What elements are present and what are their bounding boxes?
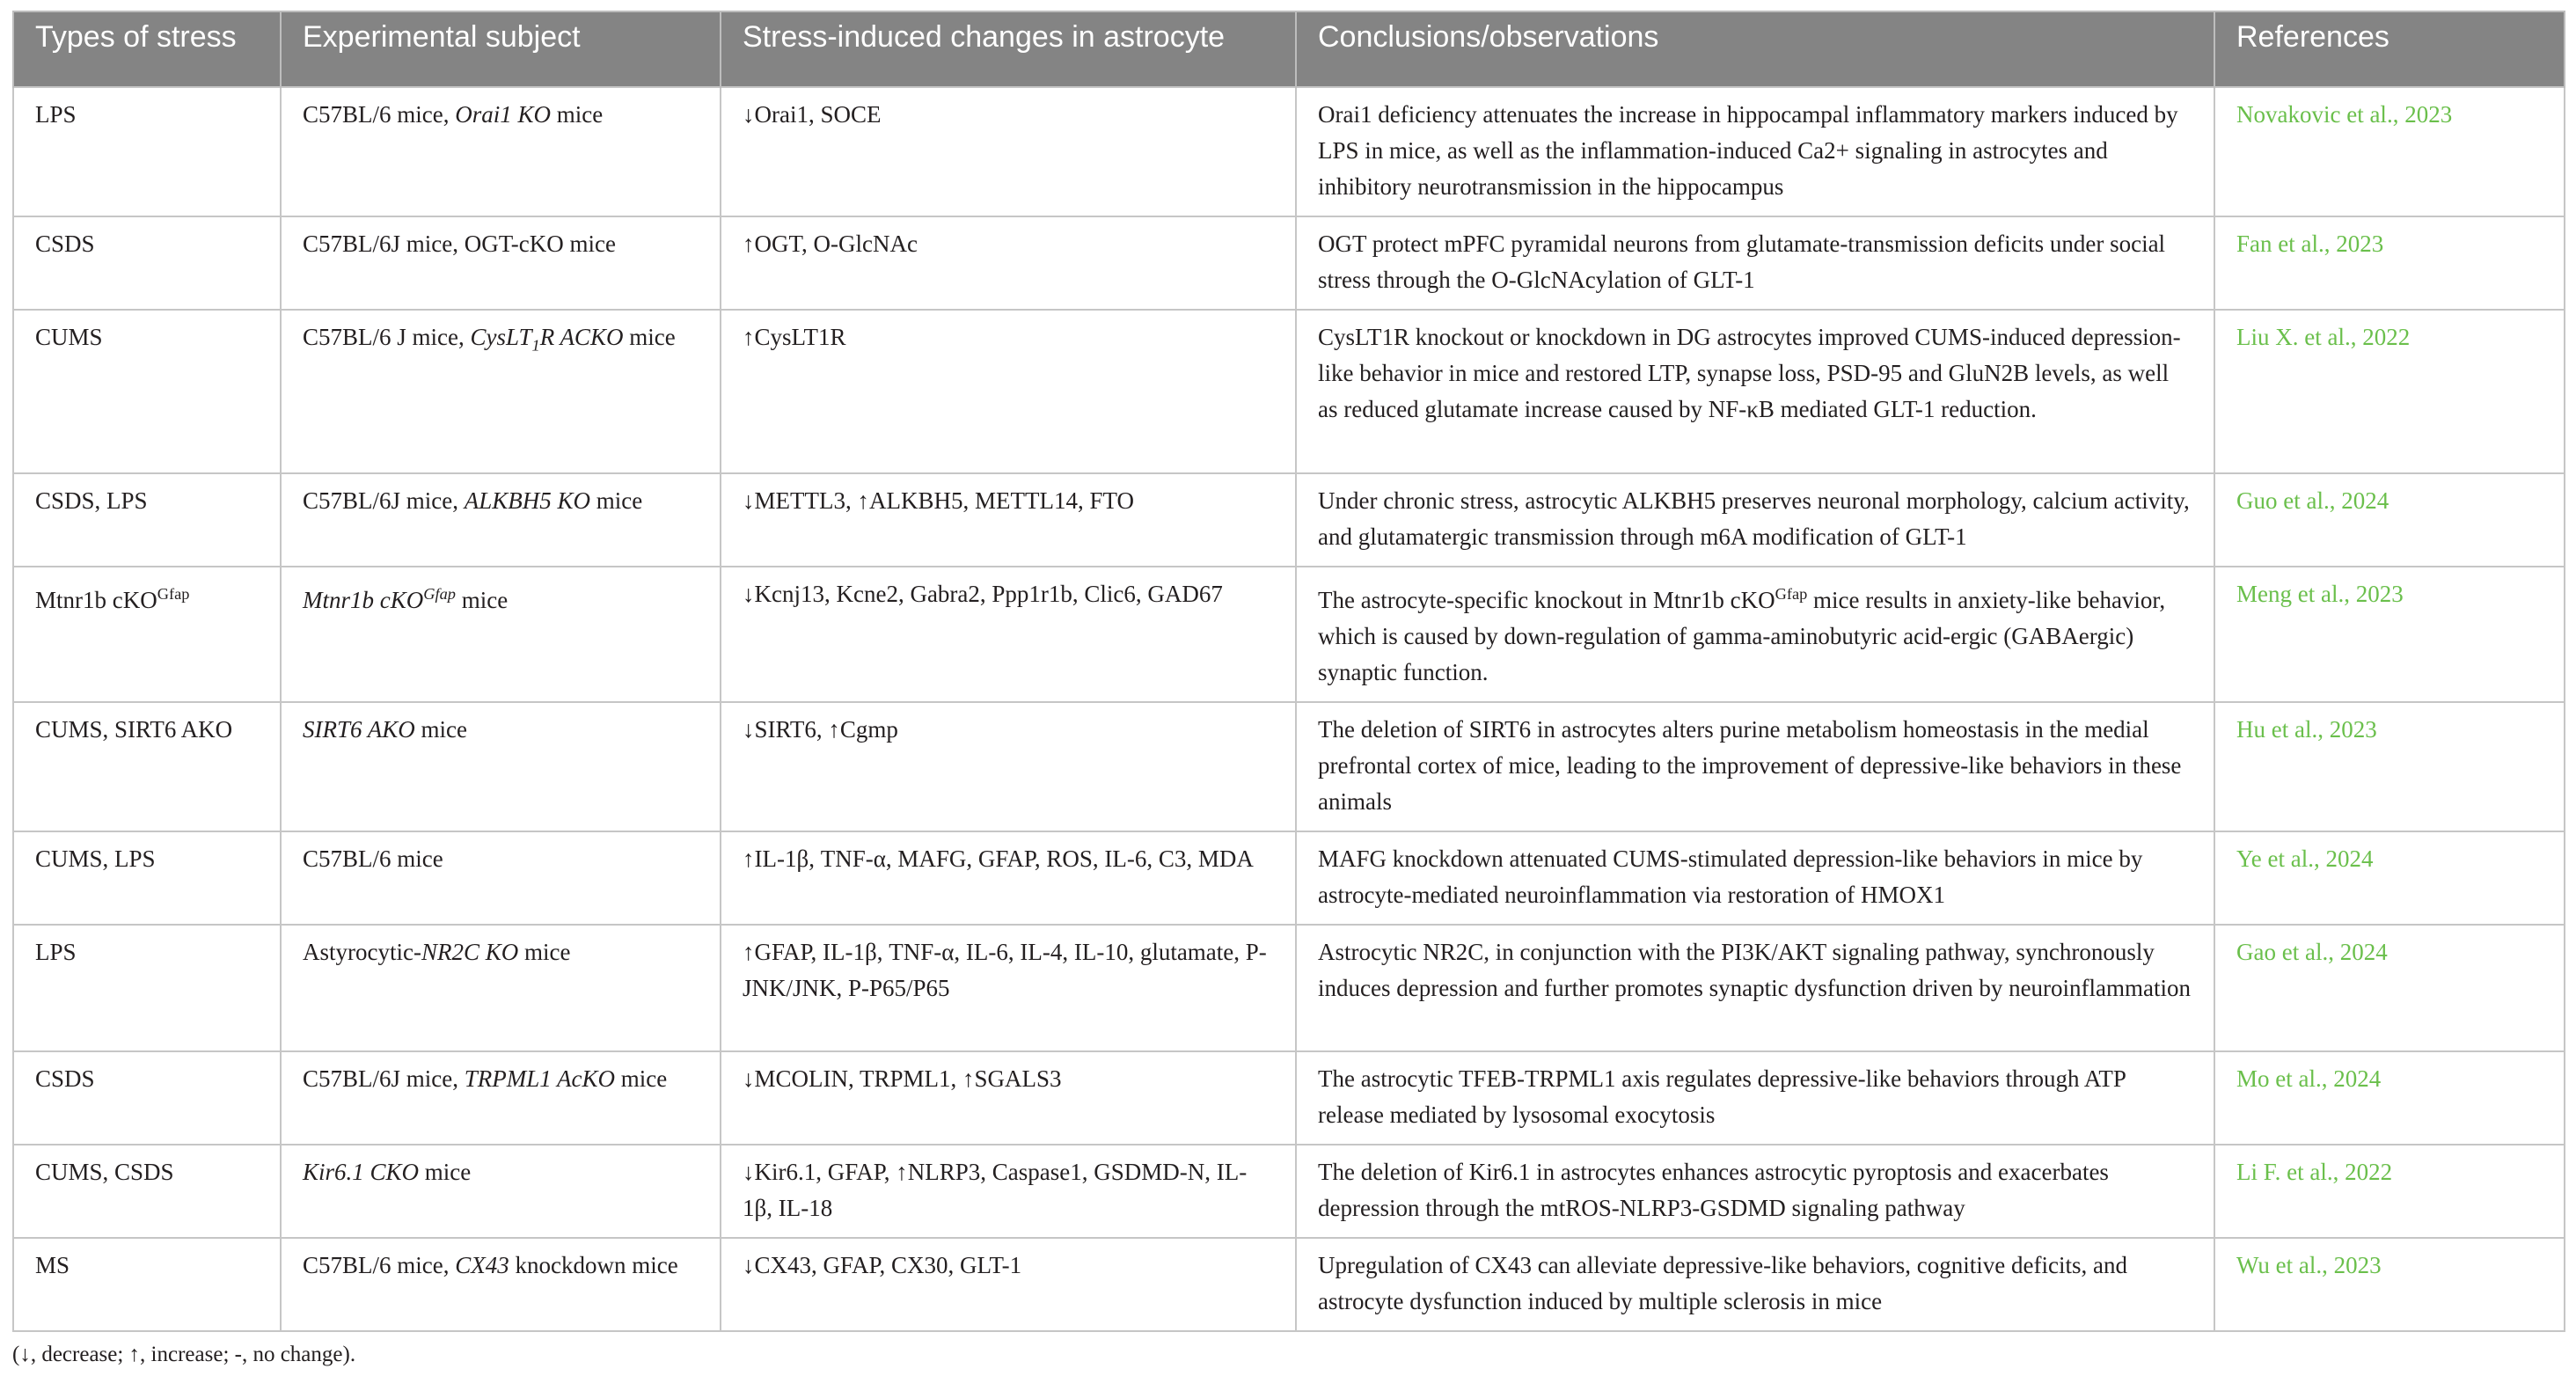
table-row	[13, 310, 2565, 473]
table-row	[13, 567, 2565, 702]
cell-changes: ↑OGT, O-GlcNAc	[721, 216, 1296, 310]
table-footnote: (↓, decrease; ↑, increase; -, no change).	[12, 1343, 356, 1366]
cell-stress: LPS	[13, 87, 281, 216]
cell-stress: CUMS	[13, 310, 281, 473]
subject-text: Astyrocytic-	[303, 939, 421, 965]
subject-genotype: Kir6.1 CKO	[303, 1159, 420, 1185]
cell-conclusion: Upregulation of CX43 can alleviate depressive-like behaviors, cognitive deficits, and astrocyte dysfunction induced by multiple sclerosis in mice	[1296, 1238, 2214, 1331]
reference-link[interactable]: Hu et al., 2023	[2214, 702, 2565, 831]
cell-stress: CSDS	[13, 216, 281, 310]
reference-link[interactable]: Guo et al., 2024	[2214, 473, 2565, 567]
subject-suffix: mice	[419, 1159, 472, 1185]
subject-genotype	[470, 324, 624, 355]
cell-conclusion	[1296, 567, 2214, 702]
cell-subject	[281, 567, 721, 702]
table-header	[13, 11, 2565, 87]
conclusion-text-b: mice results in anxiety-like behavior, which is caused by down-regulation of gamma-aminobutyric acid-ergic (GABAergic) synaptic function.	[1318, 587, 2166, 685]
cell-changes: ↑GFAP, IL-1β, TNF-α, IL-6, IL-4, IL-10, glutamate, P-JNK/JNK, P-P65/P65	[721, 925, 1296, 1051]
cell-stress: CSDS, LPS	[13, 473, 281, 567]
subject-genotype	[303, 587, 456, 613]
subject-genotype-text: Mtnr1b cKO	[303, 587, 424, 613]
stress-astrocyte-table	[12, 11, 2565, 1332]
reference-link[interactable]: Novakovic et al., 2023	[2214, 87, 2565, 216]
subject-genotype: ALKBH5 KO	[464, 487, 591, 514]
header-types-of-stress: Types of stress	[13, 11, 281, 87]
subject-genotype-b: R ACKO	[539, 324, 624, 350]
cell-conclusion: MAFG knockdown attenuated CUMS-stimulated depression-like behaviors in mice by astrocyte-mediated neuroinflammation via restoration of HMOX1	[1296, 831, 2214, 925]
cell-stress: CSDS	[13, 1051, 281, 1145]
cell-subject: C57BL/6J mice, OGT-cKO mice	[281, 216, 721, 310]
stress-superscript: Gfap	[157, 585, 190, 603]
table-row	[13, 1238, 2565, 1331]
cell-subject	[281, 1238, 721, 1331]
subject-text: C57BL/6J mice,	[303, 487, 465, 514]
cell-conclusion: CysLT1R knockout or knockdown in DG astrocytes improved CUMS-induced depression-like behavior in mice and restored LTP, synapse loss, PSD-95 and GluN2B levels, as well as reduced glutamate increase caused by NF-κB mediated GLT-1 reduction.	[1296, 310, 2214, 473]
reference-link[interactable]: Liu X. et al., 2022	[2214, 310, 2565, 473]
subject-genotype: NR2C KO	[421, 939, 519, 965]
subject-superscript: Gfap	[423, 585, 456, 603]
cell-stress: CUMS, LPS	[13, 831, 281, 925]
cell-subject	[281, 702, 721, 831]
subject-subscript: 1	[531, 336, 540, 355]
cell-changes: ↓Orai1, SOCE	[721, 87, 1296, 216]
cell-changes: ↓MCOLIN, TRPML1, ↑SGALS3	[721, 1051, 1296, 1145]
subject-genotype: TRPML1 AcKO	[464, 1065, 616, 1092]
cell-changes: ↑CysLT1R	[721, 310, 1296, 473]
header-experimental-subject: Experimental subject	[281, 11, 721, 87]
table-row	[13, 87, 2565, 216]
subject-suffix: mice	[623, 324, 676, 350]
conclusion-text-a: The astrocyte-specific knockout in Mtnr1b cKO	[1318, 587, 1775, 613]
cell-changes: ↓SIRT6, ↑Cgmp	[721, 702, 1296, 831]
subject-suffix: mice	[518, 939, 571, 965]
cell-changes: ↓CX43, GFAP, CX30, GLT-1	[721, 1238, 1296, 1331]
table-row	[13, 925, 2565, 1051]
cell-conclusion: The deletion of SIRT6 in astrocytes alters purine metabolism homeostasis in the medial prefrontal cortex of mice, leading to the improvement of depressive-like behaviors in these animals	[1296, 702, 2214, 831]
subject-genotype: SIRT6 AKO	[303, 716, 415, 743]
cell-subject	[281, 925, 721, 1051]
table-row	[13, 1051, 2565, 1145]
cell-stress: LPS	[13, 925, 281, 1051]
cell-changes: ↓Kir6.1, GFAP, ↑NLRP3, Caspase1, GSDMD-N, IL-1β, IL-18	[721, 1145, 1296, 1238]
table-row	[13, 702, 2565, 831]
reference-link[interactable]: Mo et al., 2024	[2214, 1051, 2565, 1145]
cell-stress: MS	[13, 1238, 281, 1331]
cell-changes: ↑IL-1β, TNF-α, MAFG, GFAP, ROS, IL-6, C3, MDA	[721, 831, 1296, 925]
table-row	[13, 1145, 2565, 1238]
cell-conclusion: Under chronic stress, astrocytic ALKBH5 preserves neuronal morphology, calcium activity, and glutamatergic transmission through m6A modification of GLT-1	[1296, 473, 2214, 567]
reference-link[interactable]: Fan et al., 2023	[2214, 216, 2565, 310]
conclusion-superscript: Gfap	[1775, 585, 1808, 603]
subject-text: C57BL/6 mice,	[303, 101, 456, 128]
subject-suffix: mice	[615, 1065, 668, 1092]
cell-stress	[13, 567, 281, 702]
subject-genotype: Orai1 KO	[455, 101, 551, 128]
subject-genotype: CX43	[455, 1252, 509, 1278]
table-row	[13, 216, 2565, 310]
cell-subject	[281, 87, 721, 216]
cell-conclusion: The astrocytic TFEB-TRPML1 axis regulates depressive-like behaviors through ATP release mediated by lysosomal exocytosis	[1296, 1051, 2214, 1145]
subject-suffix: mice	[551, 101, 604, 128]
subject-text: C57BL/6J mice,	[303, 1065, 465, 1092]
reference-link[interactable]: Meng et al., 2023	[2214, 567, 2565, 702]
reference-link[interactable]: Gao et al., 2024	[2214, 925, 2565, 1051]
cell-changes: ↓METTL3, ↑ALKBH5, METTL14, FTO	[721, 473, 1296, 567]
cell-subject: C57BL/6 mice	[281, 831, 721, 925]
table-row	[13, 831, 2565, 925]
table-body	[13, 87, 2565, 1331]
cell-conclusion: Orai1 deficiency attenuates the increase in hippocampal inflammatory markers induced by LPS in mice, as well as the inflammation-induced Ca2+ signaling in astrocytes and inhibitory neurotransmission in the hippocampus	[1296, 87, 2214, 216]
subject-suffix: mice	[414, 716, 467, 743]
cell-conclusion: The deletion of Kir6.1 in astrocytes enhances astrocytic pyroptosis and exacerbates depression through the mtROS-NLRP3-GSDMD signaling pathway	[1296, 1145, 2214, 1238]
header-conclusions: Conclusions/observations	[1296, 11, 2214, 87]
subject-text: C57BL/6 J mice,	[303, 324, 471, 350]
cell-stress: CUMS, CSDS	[13, 1145, 281, 1238]
reference-link[interactable]: Li F. et al., 2022	[2214, 1145, 2565, 1238]
header-row	[13, 11, 2565, 87]
cell-conclusion: Astrocytic NR2C, in conjunction with the PI3K/AKT signaling pathway, synchronously induces depression and further promotes synaptic dysfunction driven by neuroinflammation	[1296, 925, 2214, 1051]
cell-subject	[281, 310, 721, 473]
header-references: References	[2214, 11, 2565, 87]
cell-subject	[281, 1051, 721, 1145]
subject-text: C57BL/6 mice,	[303, 1252, 456, 1278]
subject-suffix: mice	[455, 587, 509, 613]
reference-link[interactable]: Ye et al., 2024	[2214, 831, 2565, 925]
subject-genotype-a: CysLT	[470, 324, 532, 350]
cell-subject	[281, 473, 721, 567]
cell-changes: ↓Kcnj13, Kcne2, Gabra2, Ppp1r1b, Clic6, GAD67	[721, 567, 1296, 702]
cell-subject	[281, 1145, 721, 1238]
table-row	[13, 473, 2565, 567]
stress-text: Mtnr1b cKO	[35, 587, 157, 613]
cell-conclusion: OGT protect mPFC pyramidal neurons from glutamate-transmission deficits under social stress through the O-GlcNAcylation of GLT-1	[1296, 216, 2214, 310]
cell-stress: CUMS, SIRT6 AKO	[13, 702, 281, 831]
reference-link[interactable]: Wu et al., 2023	[2214, 1238, 2565, 1331]
subject-suffix: mice	[590, 487, 643, 514]
header-stress-induced-changes: Stress-induced changes in astrocyte	[721, 11, 1296, 87]
subject-suffix: knockdown mice	[509, 1252, 678, 1278]
